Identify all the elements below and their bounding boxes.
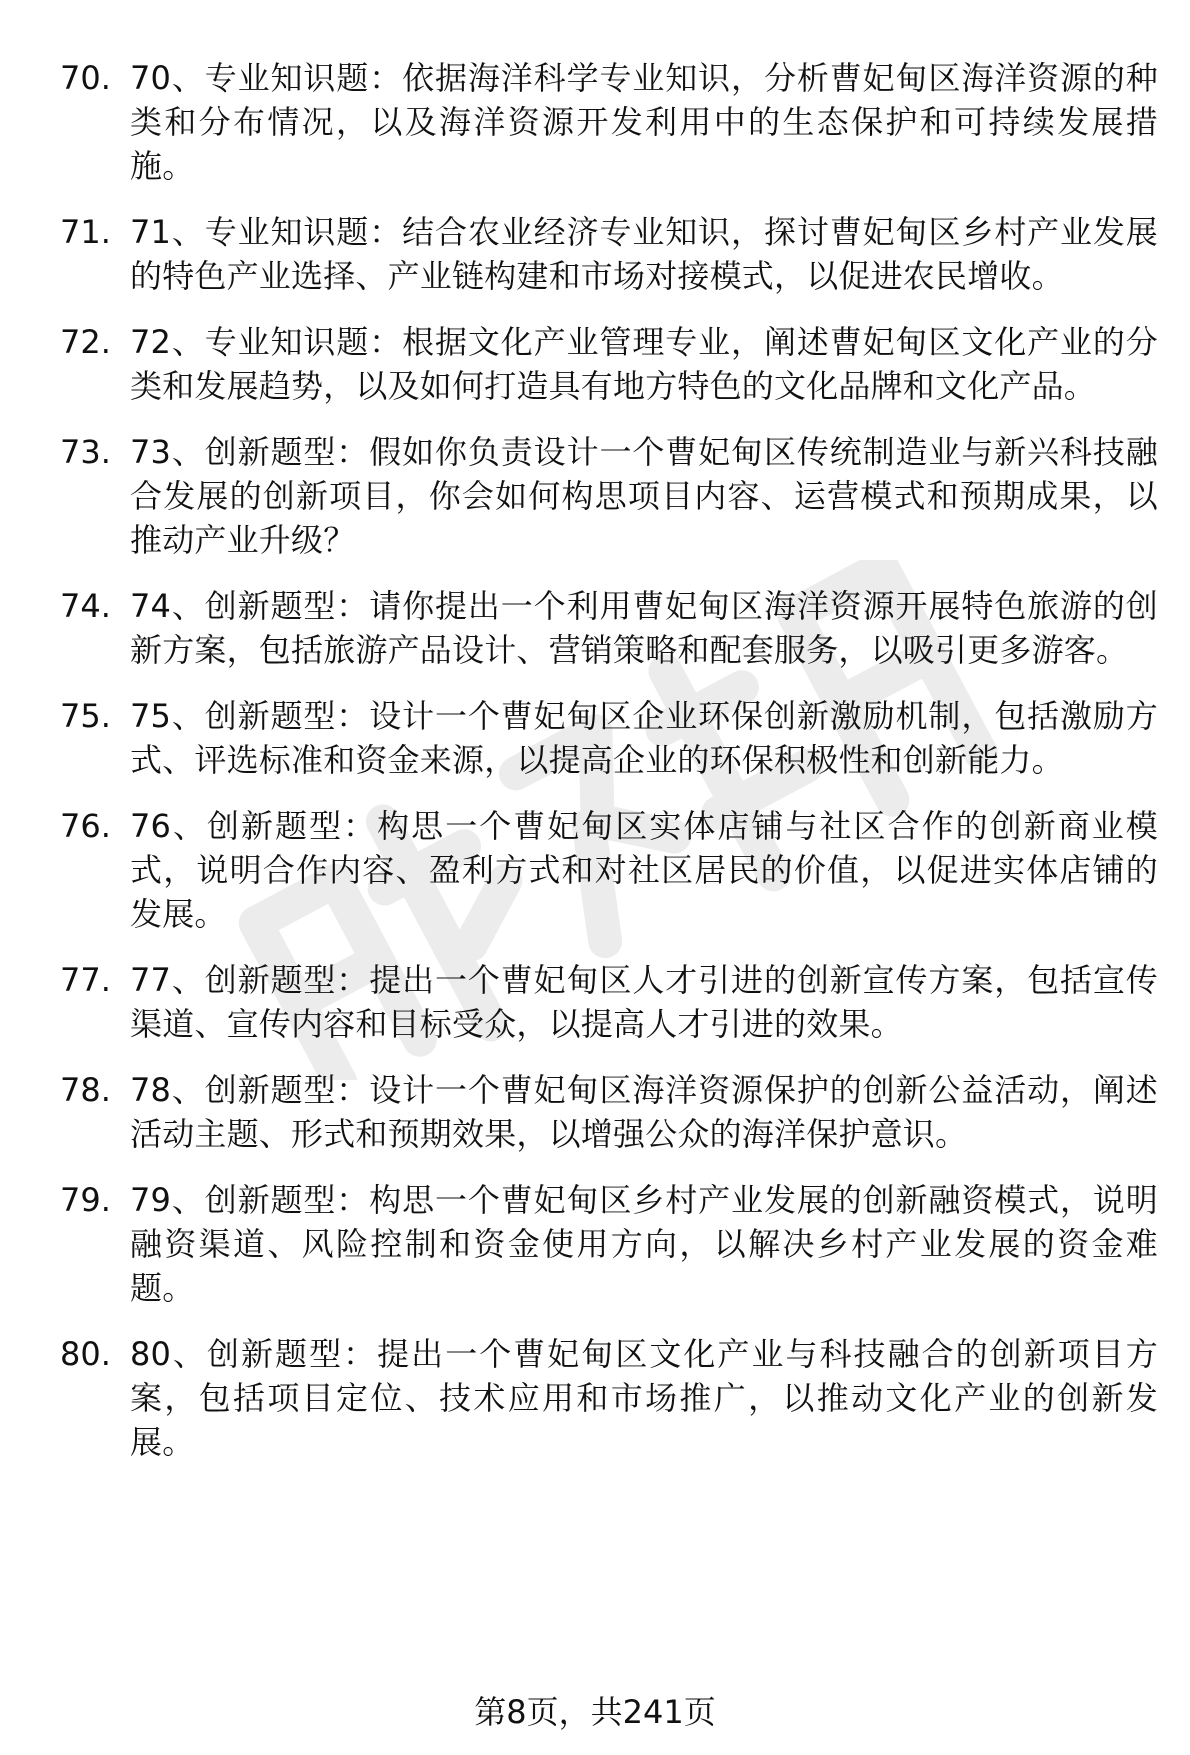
question-text: 71、专业知识题：结合农业经济专业知识，探讨曹妃甸区乡村产业发展的特色产业选择、产业链构建和市场对接模式，以促进农民增收。 [130,213,1158,295]
question-text: 70、专业知识题：依据海洋科学专业知识，分析曹妃甸区海洋资源的种类和分布情况，以及海洋资源开发利用中的生态保护和可持续发展措施。 [130,59,1158,185]
page-footer: 第8页，共241页 [474,1693,716,1731]
question-text: 72、专业知识题：根据文化产业管理专业，阐述曹妃甸区文化产业的分类和发展趋势，以及如何打造具有地方特色的文化品牌和文化产品。 [130,323,1158,405]
question-text: 75、创新题型：设计一个曹妃甸区企业环保创新激励机制，包括激励方式、评选标准和资金来源，以提高企业的环保积极性和创新能力。 [130,697,1158,779]
question-item [0,430,1190,562]
question-text: 74、创新题型：请你提出一个利用曹妃甸区海洋资源开展特色旅游的创新方案，包括旅游产品设计、营销策略和配套服务，以吸引更多游客。 [130,587,1158,669]
question-number: 76. [60,807,111,845]
question-text: 73、创新题型：假如你负责设计一个曹妃甸区传统制造业与新兴科技融合发展的创新项目，你会如何构思项目内容、运营模式和预期成果，以推动产业升级？ [130,433,1158,559]
question-text: 80、创新题型：提出一个曹妃甸区文化产业与科技融合的创新项目方案，包括项目定位、技术应用和市场推广，以推动文化产业的创新发展。 [130,1335,1158,1461]
question-number: 75. [60,697,111,735]
question-item [0,584,1190,672]
question-number: 74. [60,587,111,625]
question-number: 77. [60,961,111,999]
question-item [0,694,1190,782]
question-text: 76、创新题型：构思一个曹妃甸区实体店铺与社区合作的创新商业模式，说明合作内容、盈利方式和对社区居民的价值，以促进实体店铺的发展。 [130,807,1158,933]
question-item [0,320,1190,408]
question-text: 78、创新题型：设计一个曹妃甸区海洋资源保护的创新公益活动，阐述活动主题、形式和预期效果，以增强公众的海洋保护意识。 [130,1071,1158,1153]
question-text: 77、创新题型：提出一个曹妃甸区人才引进的创新宣传方案，包括宣传渠道、宣传内容和目标受众，以提高人才引进的效果。 [130,961,1158,1043]
question-number: 72. [60,323,111,361]
question-item [0,56,1190,188]
question-item [0,958,1190,1046]
question-item [0,804,1190,936]
question-number: 70. [60,59,111,97]
question-text: 79、创新题型：构思一个曹妃甸区乡村产业发展的创新融资模式，说明融资渠道、风险控制和资金使用方向，以解决乡村产业发展的资金难题。 [130,1181,1158,1307]
question-list [0,56,1190,1486]
question-number: 73. [60,433,111,471]
question-item [0,1332,1190,1464]
question-number: 79. [60,1181,111,1219]
question-number: 80. [60,1335,111,1373]
question-item [0,1178,1190,1310]
question-item [0,210,1190,298]
question-item [0,1068,1190,1156]
question-number: 78. [60,1071,111,1109]
question-number: 71. [60,213,111,251]
